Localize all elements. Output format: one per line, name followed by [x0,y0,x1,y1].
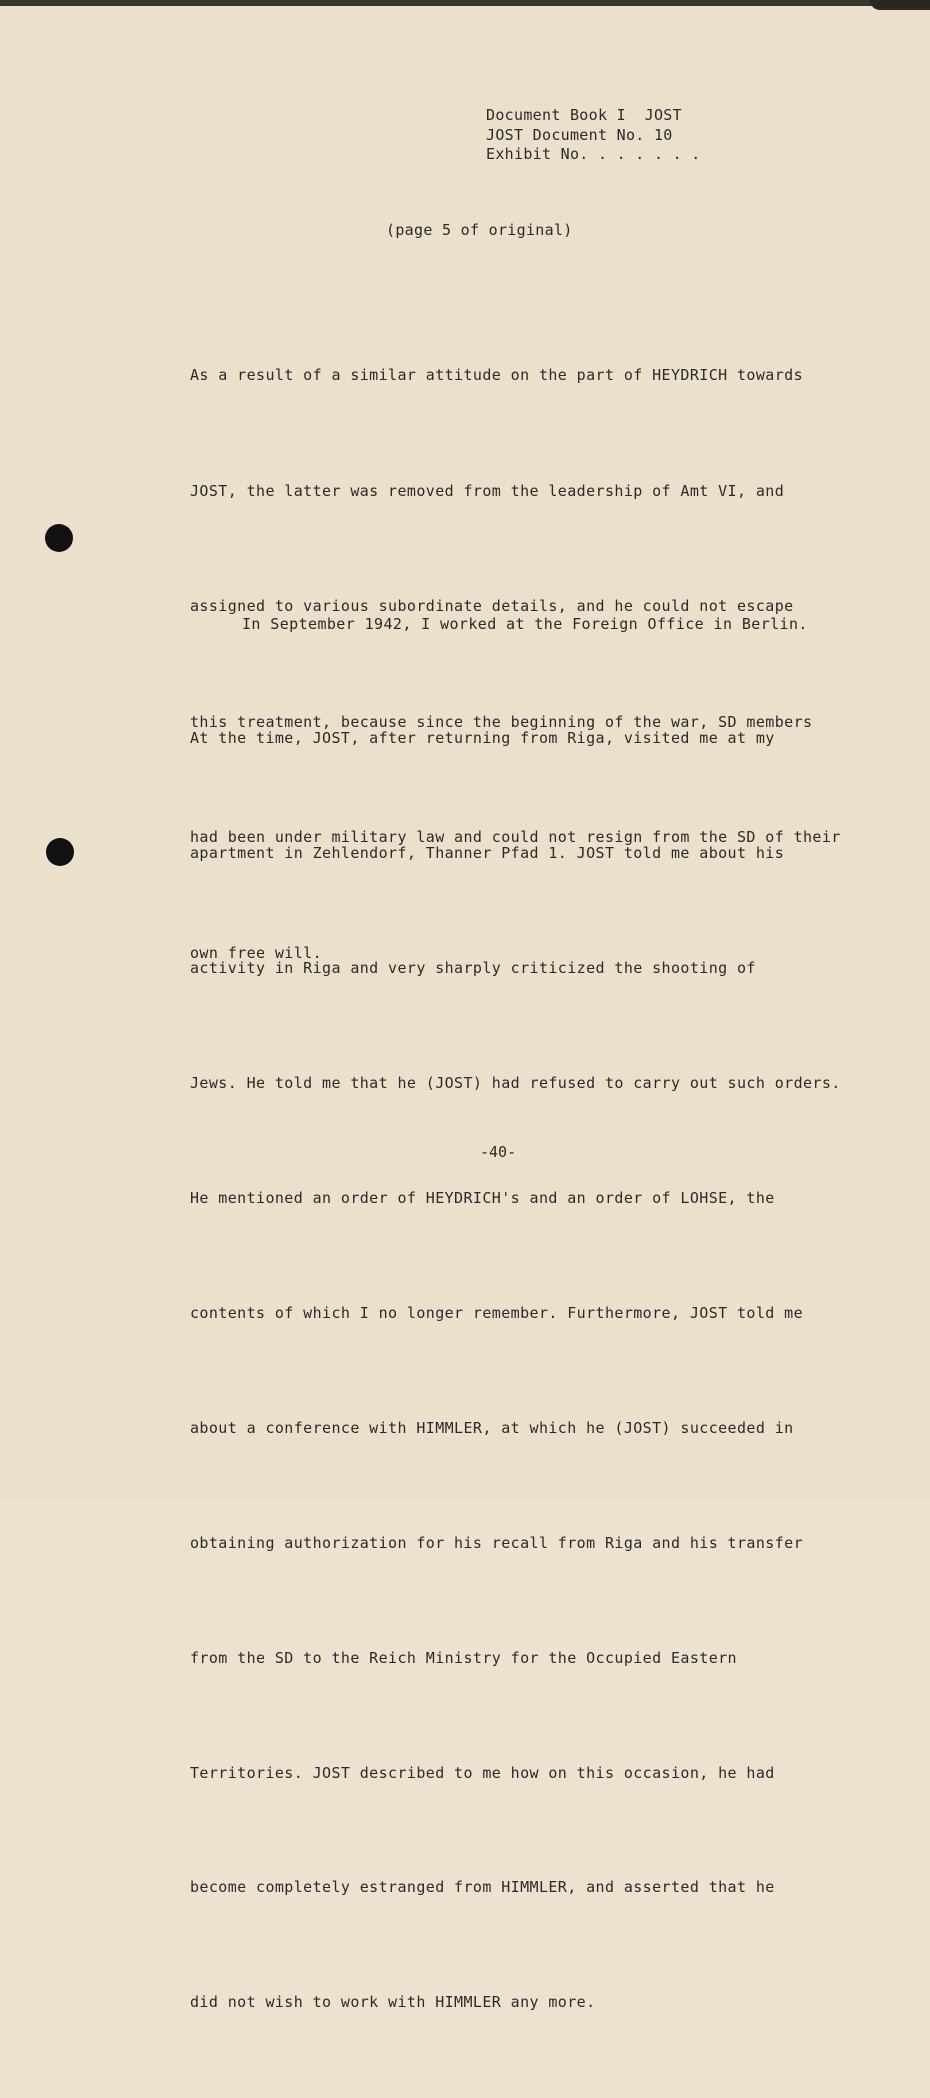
paragraph-line: activity in Riga and very sharply criticized the shooting of [190,959,756,978]
paragraph-line: from the SD to the Reich Ministry for the Occupied Eastern [190,1648,737,1667]
paragraph-line: about a conference with HIMMLER, at which he (JOST) succeeded in [190,1418,794,1437]
paragraph-2 [190,528,841,2098]
paragraph-line: become completely estranged from HIMMLER, and asserted that he [190,1878,775,1897]
paragraph-line: In September 1942, I worked at the Foreign Office in Berlin. [242,614,808,633]
corner-mark [870,0,930,10]
paragraph-line: assigned to various subordinate details, and he could not escape [190,597,794,615]
original-page-note: (page 5 of original) [386,221,573,239]
page-number: -40- [480,1143,517,1161]
paragraph-line: As a result of a similar attitude on the part of HEYDRICH towards [190,366,803,384]
punch-hole-upper [45,524,73,552]
header-document-book: Document Book I JOST [486,106,682,124]
page-top-edge [0,0,930,6]
punch-hole-lower [46,838,74,866]
paragraph-line: obtaining authorization for his recall from Riga and his transfer [190,1533,803,1552]
paragraph-line: did not wish to work with HIMMLER any more. [190,1993,596,2012]
header-exhibit-number: Exhibit No. . . . . . . [486,145,701,163]
paragraph-line: He mentioned an order of HEYDRICH's and an order of LOHSE, the [190,1189,775,1208]
paragraph-line: contents of which I no longer remember. Furthermore, JOST told me [190,1303,803,1322]
paragraph-line: Jews. He told me that he (JOST) had refused to carry out such orders. [190,1074,841,1093]
paragraph-line: Territories. JOST described to me how on this occasion, he had [190,1763,775,1782]
document-header [486,106,701,165]
paragraph-line: own free will. [190,943,323,962]
paragraph-line: apartment in Zehlendorf, Thanner Pfad 1. JOST told me about his [190,844,785,863]
header-document-number: JOST Document No. 10 [486,125,673,144]
paragraph-line: had been under military law and could not resign from the SD of their [190,828,841,846]
paragraph-line: this treatment, because since the beginning of the war, SD members [190,712,813,731]
paragraph-line: JOST, the latter was removed from the leadership of Amt VI, and [190,481,785,500]
paragraph-line: At the time, JOST, after returning from Riga, visited me at my [190,729,775,748]
